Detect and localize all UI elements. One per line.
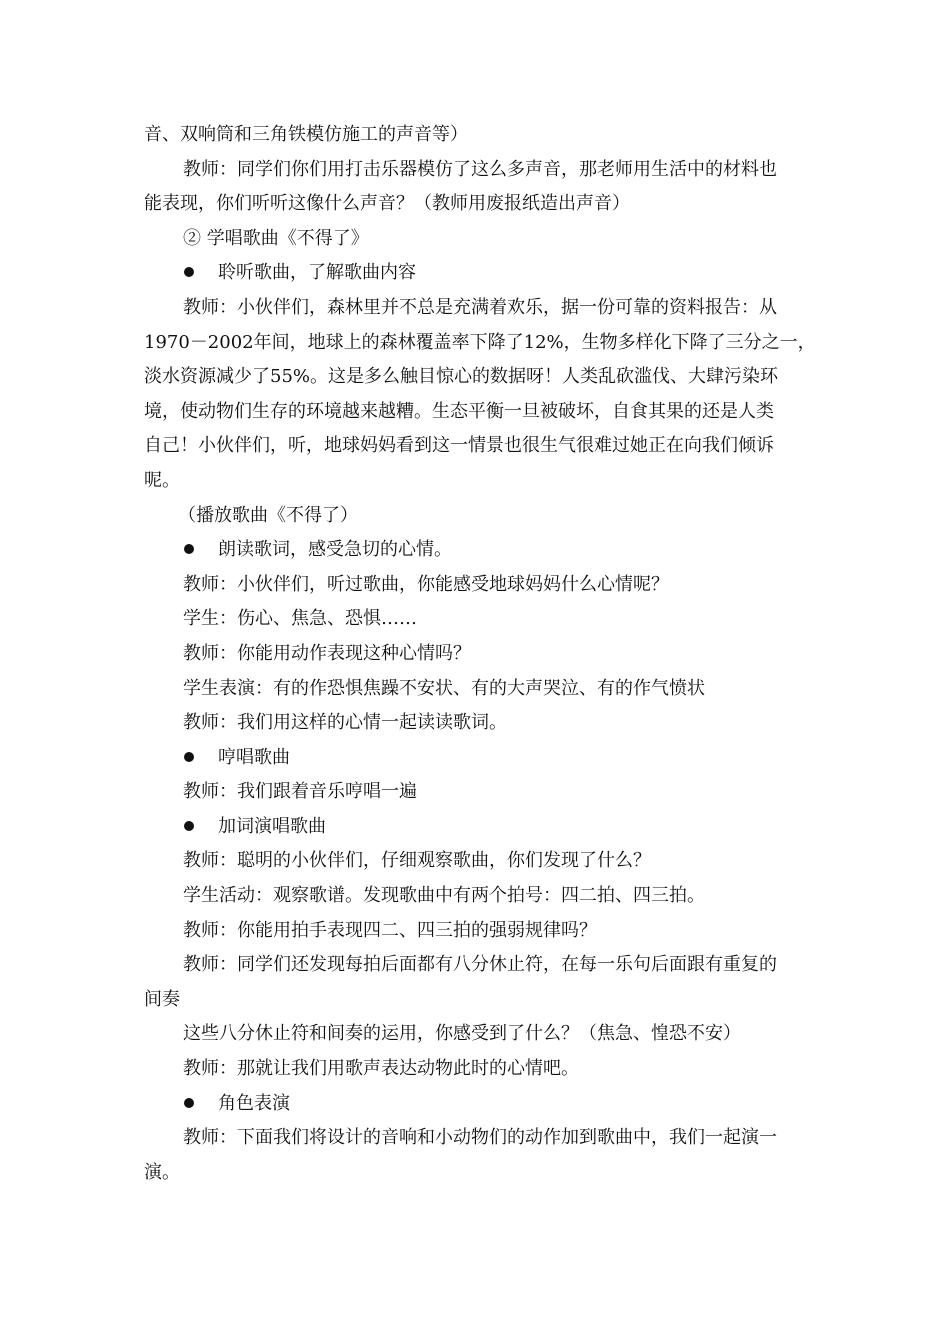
paragraph-line: 教师：同学们还发现每拍后面都有八分休止符，在每一乐句后面跟有重复的 <box>183 954 777 976</box>
bullet-item <box>144 256 814 291</box>
bullet-text: 朗读歌词，感受急切的心情。 <box>218 539 452 561</box>
bullet-icon <box>184 533 218 568</box>
paragraph-line: （播放歌曲《不得了） <box>178 504 358 526</box>
paragraph-line: 教师：聪明的小伙伴们，仔细观察歌曲，你们发现了什么？ <box>183 850 651 872</box>
paragraph-line: 呢。 <box>144 469 180 491</box>
bullet-icon <box>184 1087 218 1122</box>
paragraph-line: 演。 <box>144 1161 180 1183</box>
paragraph-line: 音、双响筒和三角铁模仿施工的声音等） <box>144 124 468 145</box>
bullet-icon <box>184 741 218 776</box>
paragraph-line: 教师：你能用动作表现这种心情吗？ <box>183 642 471 664</box>
bullet-text: 角色表演 <box>218 1092 290 1114</box>
bullet-icon <box>184 256 218 291</box>
bullet-item <box>144 533 814 568</box>
paragraph-line: 教师：小伙伴们，森林里并不总是充满着欢乐，据一份可靠的资料报告：从 <box>183 296 777 318</box>
paragraph-line: 教师：我们跟着音乐哼唱一遍 <box>183 781 417 803</box>
paragraph-line: 学生表演：有的作恐惧焦躁不安状、有的大声哭泣、有的作气愤状 <box>183 677 705 699</box>
paragraph-line: 教师：我们用这样的心情一起读读歌词。 <box>183 712 507 734</box>
bullet-item <box>144 1087 814 1122</box>
bullet-item <box>144 741 814 776</box>
bullet-item <box>144 810 814 845</box>
section-heading: ② 学唱歌曲《不得了》 <box>183 227 369 249</box>
paragraph-line: 能表现，你们听听这像什么声音？（教师用废报纸造出声音） <box>144 193 630 215</box>
paragraph-line: 境，使动物们生存的环境越来越糟。生态平衡一旦被破坏，自食其果的还是人类 <box>144 400 774 422</box>
bullet-text: 聆听歌曲，了解歌曲内容 <box>218 262 416 284</box>
paragraph-line: 学生活动：观察歌谱。发现歌曲中有两个拍号：四二拍、四三拍。 <box>183 885 705 907</box>
paragraph-line: 教师：下面我们将设计的音响和小动物们的动作加到歌曲中，我们一起演一 <box>183 1127 777 1149</box>
bullet-icon <box>184 810 218 845</box>
document-page <box>144 118 814 1190</box>
paragraph-line: 自己！小伙伴们，听，地球妈妈看到这一情景也很生气很难过她正在向我们倾诉 <box>144 435 774 457</box>
paragraph-line: 教师：小伙伴们，听过歌曲，你能感受地球妈妈什么心情呢？ <box>183 573 669 595</box>
paragraph-line: 教师：同学们你们用打击乐器模仿了这么多声音，那老师用生活中的材料也 <box>183 158 777 180</box>
bullet-text: 哼唱歌曲 <box>218 746 290 768</box>
paragraph-line: 学生：伤心、焦急、恐惧…… <box>183 608 417 630</box>
paragraph-line: 间奏 <box>144 988 180 1010</box>
paragraph-line: 这些八分休止符和间奏的运用，你感受到了什么？（焦急、惶恐不安） <box>183 1023 741 1045</box>
bullet-text: 加词演唱歌曲 <box>218 815 326 837</box>
paragraph-line: 淡水资源减少了55%。这是多么触目惊心的数据呀！人类乱砍滥伐、大肆污染环 <box>144 366 779 388</box>
paragraph-line: 教师：你能用拍手表现四二、四三拍的强弱规律吗？ <box>183 919 597 941</box>
paragraph-line: 教师：那就让我们用歌声表达动物此时的心情吧。 <box>183 1058 579 1080</box>
paragraph-line: 1970－2002年间，地球上的森林覆盖率下降了12%，生物多样化下降了三分之一， <box>144 331 816 353</box>
